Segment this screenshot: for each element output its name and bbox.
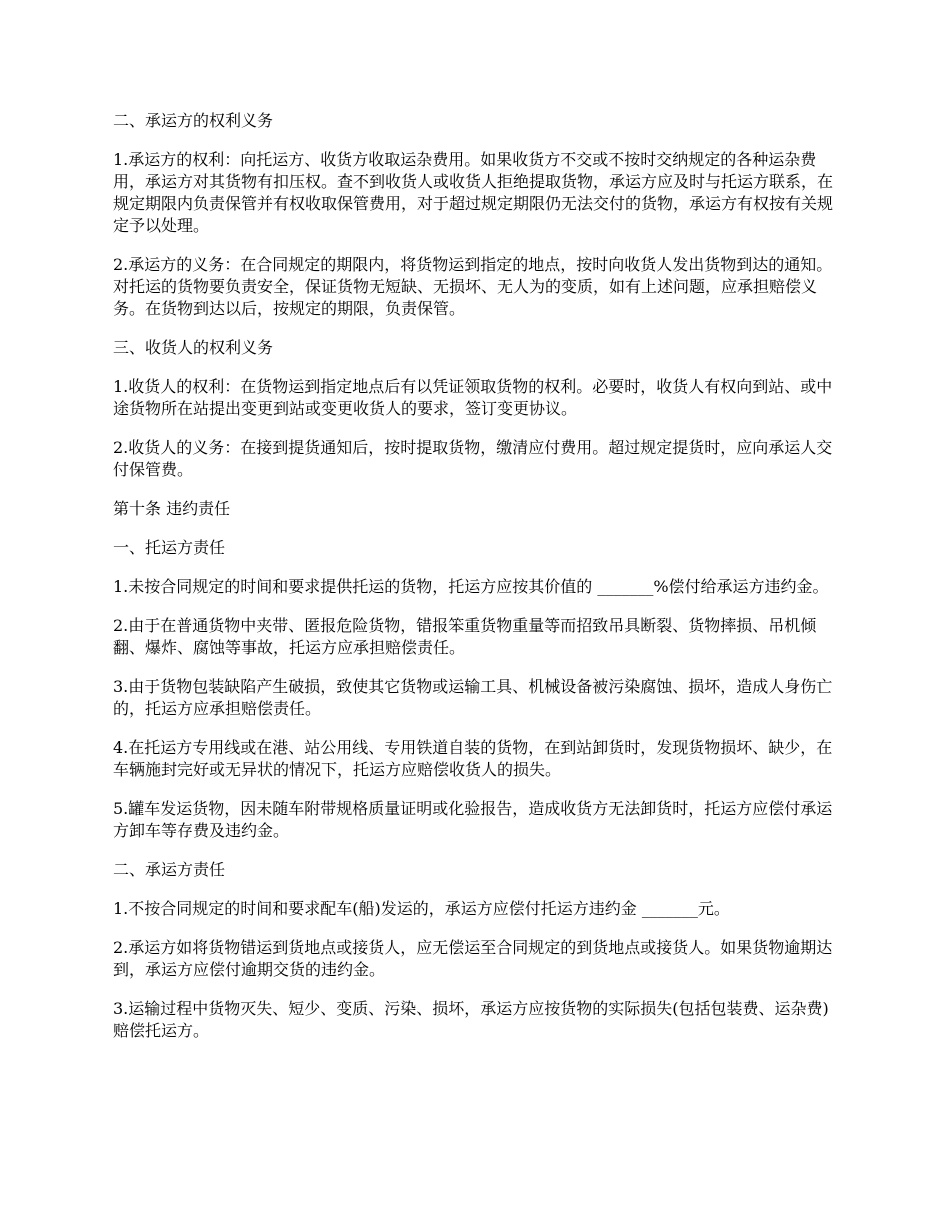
section-heading-carrier-rights: 二、承运方的权利义务: [113, 111, 274, 130]
section-heading-carrier-liability: 二、承运方责任: [113, 860, 226, 879]
article-heading-breach: 第十条 违约责任: [113, 499, 231, 518]
paragraph-carrier-liability-3: 3.运输过程中货物灭失、短少、变质、污染、损坏，承运方应按货物的实际损失(包括包装费、运杂费)赔偿托运方。: [113, 999, 829, 1040]
paragraph-carrier-rights: 1.承运方的权利：向托运方、收货方收取运杂费用。如果收货方不交或不按时交纳规定的各种运杂费用，承运方对其货物有扣压权。查不到收货人或收货人拒绝提取货物，承运方应及时与托运方联系，在规定期限内负责保管并有权收取保管费用，对于超过规定期限仍无法交付的货物，承运方有权按有关规定予以处理。: [113, 150, 834, 235]
paragraph-carrier-liability-1: 1.不按合同规定的时间和要求配车(船)发运的，承运方应偿付托运方违约金 _______元。: [113, 899, 730, 918]
paragraph-consignee-obligations: 2.收货人的义务：在接到提货通知后，按时提取货物，缴清应付费用。超过规定提货时，应向承运人交付保管费。: [113, 438, 833, 479]
paragraph-carrier-obligations: 2.承运方的义务：在合同规定的期限内，将货物运到指定的地点，按时向收货人发出货物到达的通知。对托运的货物要负责安全，保证货物无短缺、无损坏、无人为的变质，如有上述问题，应承担赔偿义务。在货物到达以后，按规定的期限，负责保管。: [113, 255, 833, 318]
paragraph-carrier-liability-2: 2.承运方如将货物错运到货地点或接货人，应无偿运至合同规定的到货地点或接货人。如果货物逾期达到，承运方应偿付逾期交货的违约金。: [113, 938, 833, 979]
document-page: [113, 110, 843, 1059]
paragraph-shipper-liability-2: 2.由于在普通货物中夹带、匿报危险货物，错报笨重货物重量等而招致吊具断裂、货物摔损、吊机倾翻、爆炸、腐蚀等事故，托运方应承担赔偿责任。: [113, 616, 817, 657]
paragraph-shipper-liability-1: 1.未按合同规定的时间和要求提供托运的货物，托运方应按其价值的 _______%偿付给承运方违约金。: [113, 577, 829, 596]
paragraph-shipper-liability-5: 5.罐车发运货物，因未随车附带规格质量证明或化验报告，造成收货方无法卸货时，托运方应偿付承运方卸车等存费及违约金。: [113, 799, 833, 840]
section-heading-consignee-rights: 三、收货人的权利义务: [113, 338, 274, 357]
paragraph-consignee-rights: 1.收货人的权利：在货物运到指定地点后有以凭证领取货物的权利。必要时，收货人有权向到站、或中途货物所在站提出变更到站或变更收货人的要求，签订变更协议。: [113, 377, 833, 418]
paragraph-shipper-liability-4: 4.在托运方专用线或在港、站公用线、专用铁道自装的货物，在到站卸货时，发现货物损坏、缺少，在车辆施封完好或无异状的情况下，托运方应赔偿收货人的损失。: [113, 738, 833, 779]
paragraph-shipper-liability-3: 3.由于货物包装缺陷产生破损，致使其它货物或运输工具、机械设备被污染腐蚀、损坏，造成人身伤亡的，托运方应承担赔偿责任。: [113, 677, 833, 718]
section-heading-shipper-liability: 一、托运方责任: [113, 538, 226, 557]
